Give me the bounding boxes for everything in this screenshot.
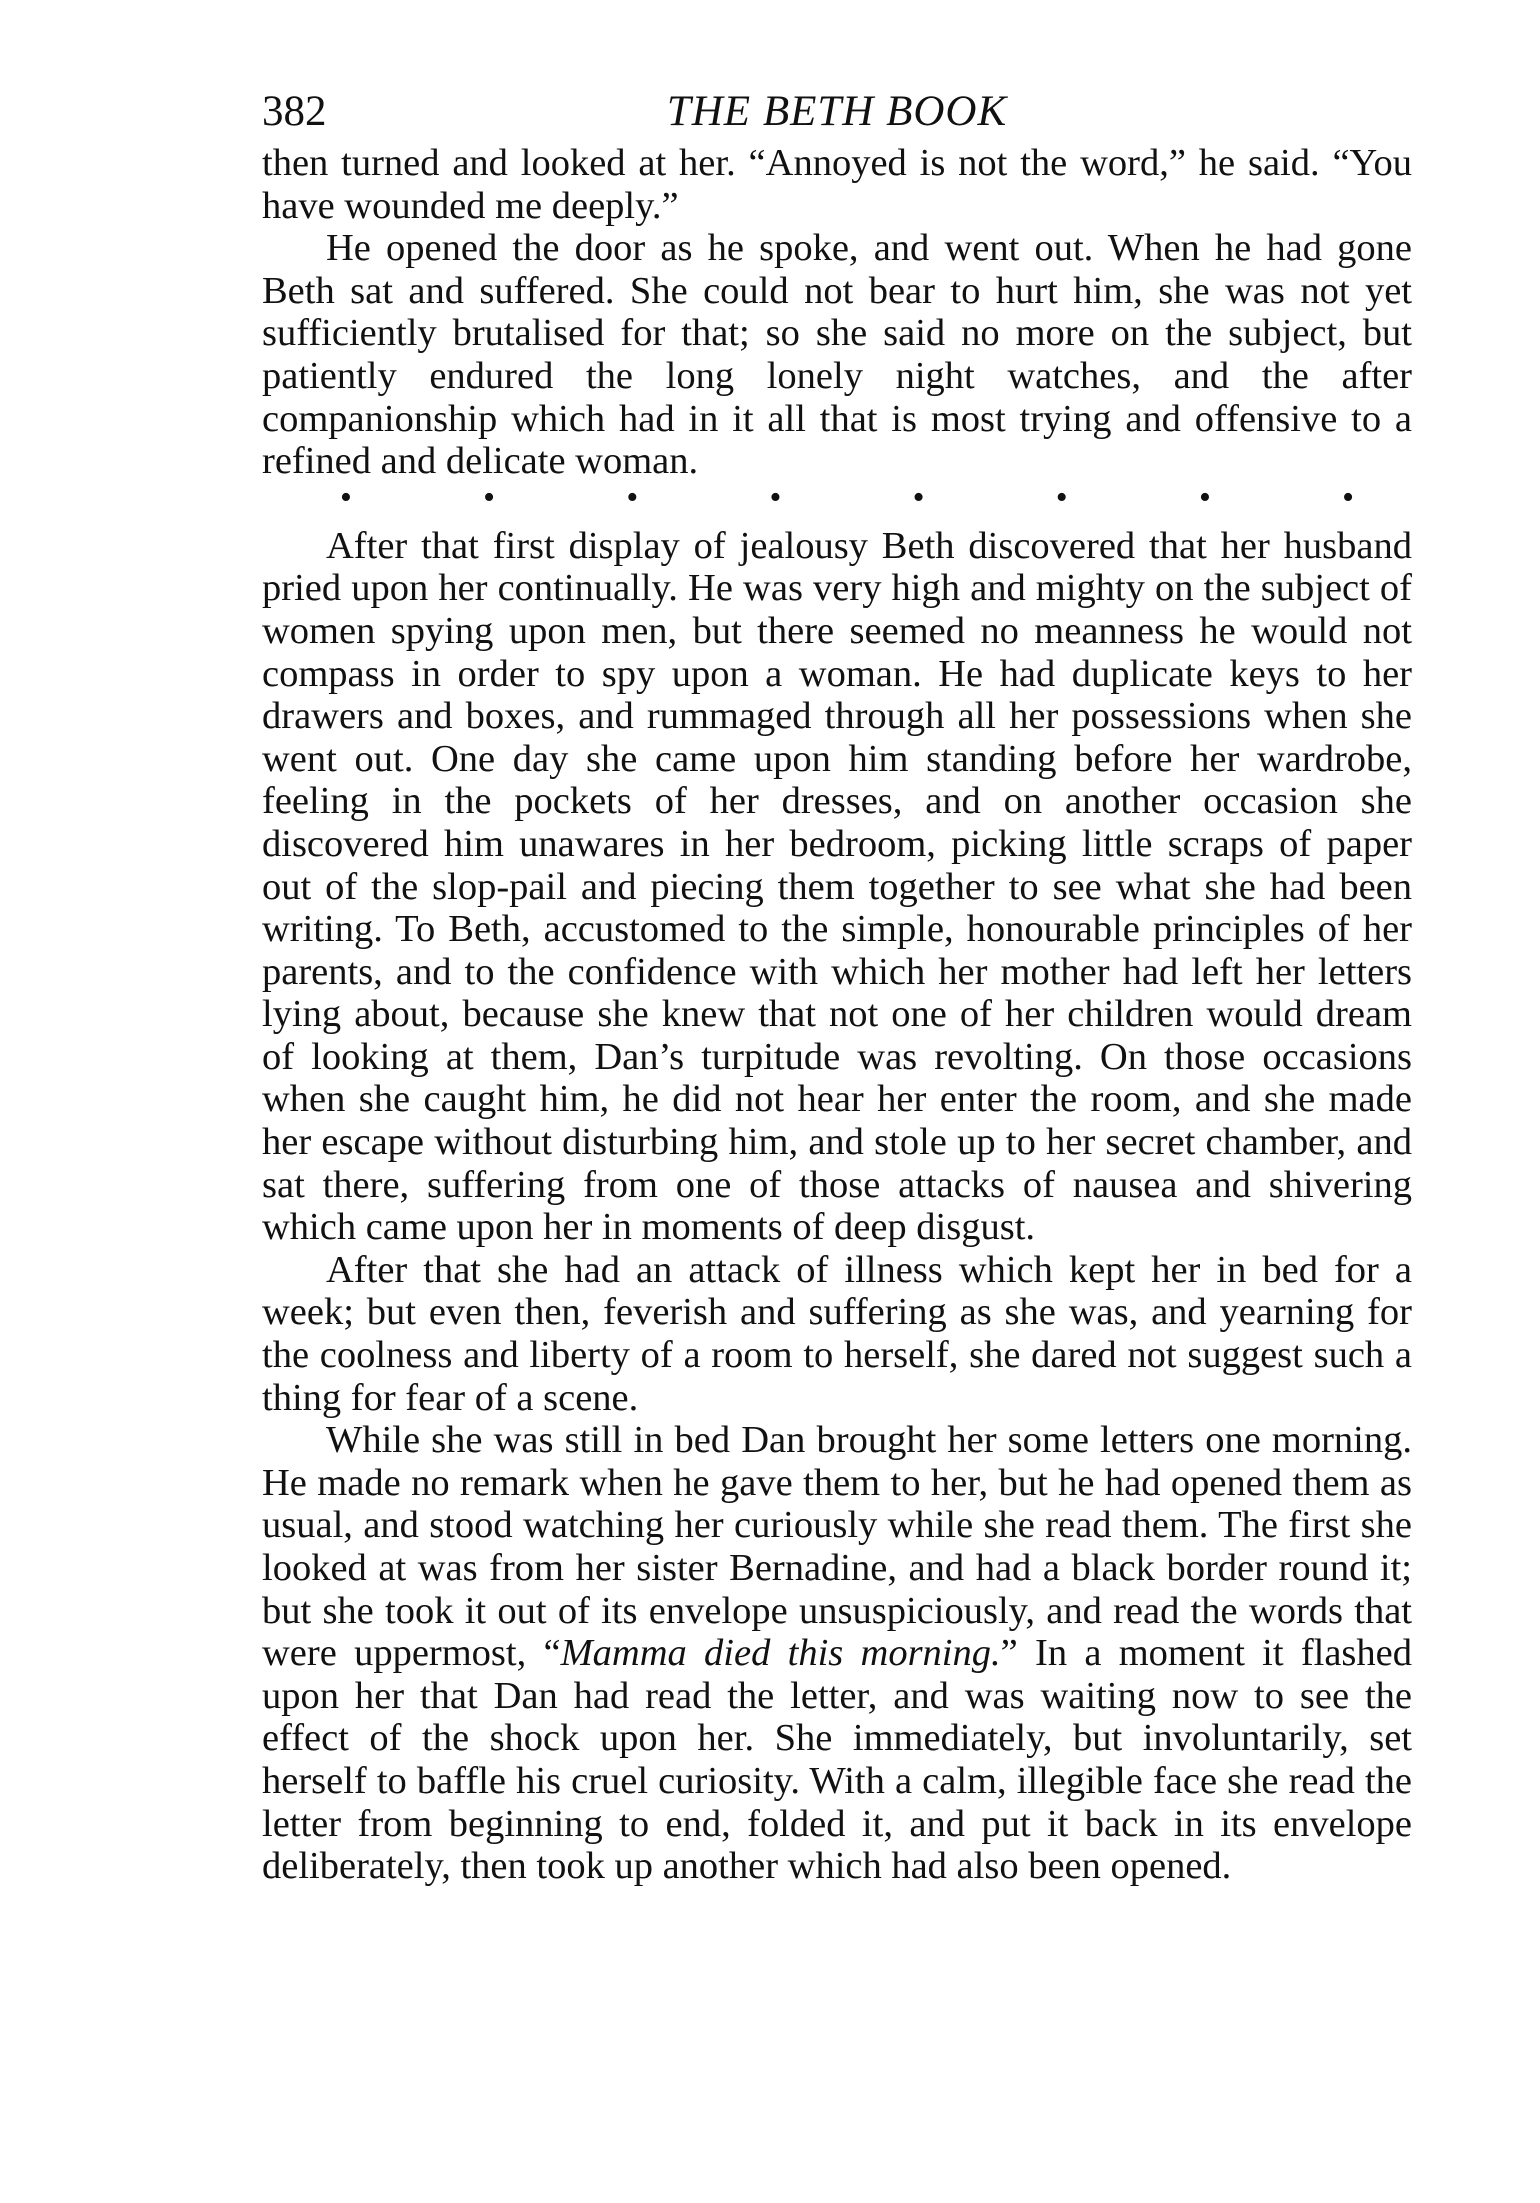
body-text	[262, 142, 1412, 1888]
separator-dot: •	[626, 478, 639, 516]
paragraph: After that first display of jealousy Beth discovered that her husband pried upon her continually. He was very high and mighty on the subject of women spying upon men, but there seemed no meanness he would not compass in order to spy upon a woman. He had duplicate keys to her drawers and boxes, and rummaged through all her possessions when she went out. One day she came upon him standing before her wardrobe, feeling in the pockets of her dresses, and on another occasion she discovered him unawares in her bedroom, picking little scraps of paper out of the slop-pail and piecing them together to see what she had been writing. To Beth, accustomed to the simple, honourable principles of her parents, and to the confidence with which her mother had left her letters lying about, because she knew that not one of her children would dream of looking at them, Dan’s turpitude was revolting. On those occasions when she caught him, he did not hear her enter the room, and she made her escape without disturbing him, and stole up to her secret chamber, and sat there, suffering from one of those attacks of nausea and shivering which came upon her in moments of deep disgust.	[262, 524, 1412, 1249]
letter-quote: Mamma died this morning.	[560, 1632, 1001, 1675]
paragraph: After that she had an attack of illness which kept her in bed for a week; but even then, feverish and suffering as she was, and yearning for the coolness and liberty of a room to herself, she dared not suggest such a thing for fear of a scene.	[262, 1248, 1412, 1419]
separator-dot: •	[912, 478, 925, 516]
separator-dot: •	[1055, 478, 1068, 516]
section-separator	[262, 478, 1412, 525]
separator-dot: •	[483, 478, 496, 516]
separator-dot: •	[340, 478, 352, 516]
running-title: THE BETH BOOK	[666, 88, 1008, 135]
paragraph	[262, 1419, 1412, 1888]
book-page	[262, 82, 1412, 1888]
paragraph-text-after-quote: ” In a moment it flashed upon her that Dan had read the letter, and was waiting now to see the effect of the shock upon her. She immediately, but involuntarily, set herself to baffle his cruel curiosity. With a calm, illegible face she read the letter from beginning to end, folded it, and put it back in its envelope deliberately, then took up another which had also been opened.	[262, 1632, 1413, 1888]
separator-dot: •	[1342, 478, 1354, 516]
page-number: 382	[262, 88, 327, 135]
paragraph-text-before-quote: While she was still in bed Dan brought her some letters one morning. He made no remark when he gave them to her, but he had opened them as usual, and stood watching her curiously while she read them. The first she looked at was from her sister Bernadine, and had a black border round it; but she took it out of its envelope unsuspiciously, and read the words that were uppermost, “	[262, 1419, 1412, 1675]
separator-dot: •	[1198, 478, 1211, 516]
page-header	[262, 82, 1412, 142]
paragraph: He opened the door as he spoke, and went out. When he had gone Beth sat and suffered. She could not bear to hurt him, she was not yet sufficiently brutalised for that; so she said no more on the subject, but patiently endured the long lonely night watches, and the after companionship which had in it all that is most trying and offensive to a refined and delicate woman.	[262, 227, 1412, 483]
paragraph-continued: then turned and looked at her. “Annoyed is not the word,” he said. “You have wounded me deeply.”	[262, 142, 1412, 227]
separator-dot: •	[769, 478, 782, 516]
